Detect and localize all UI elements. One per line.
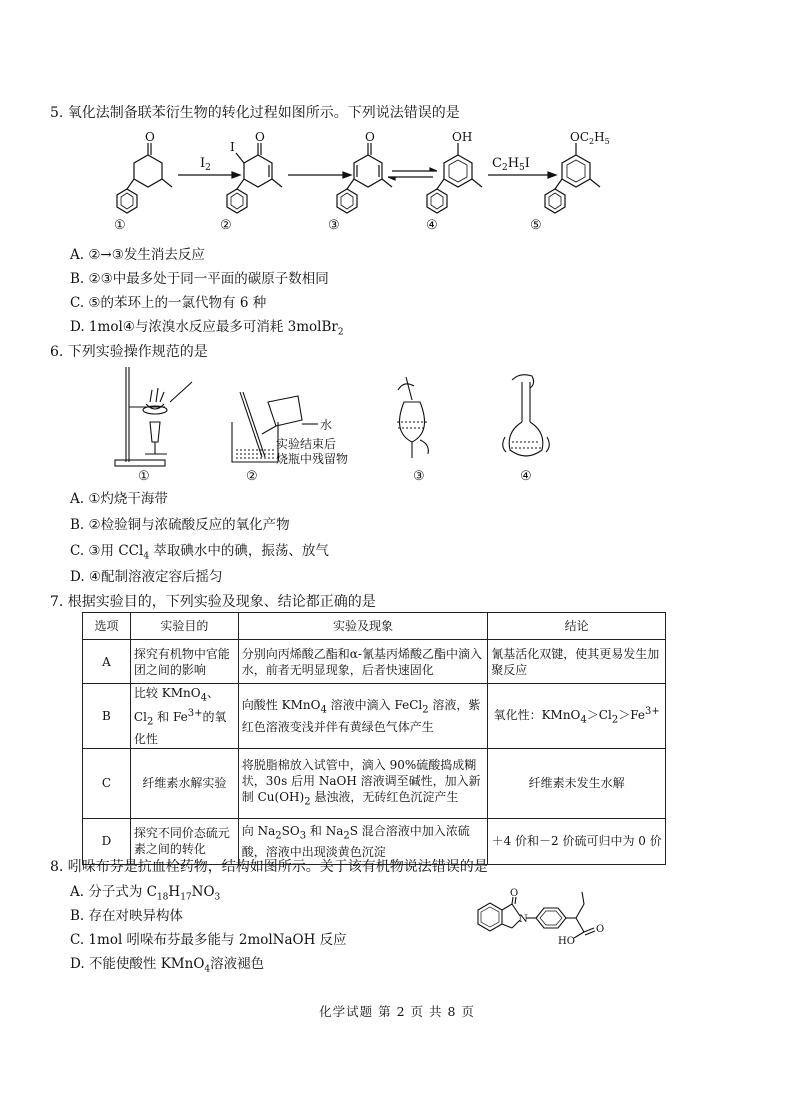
q5-option-d: D. 1mol④与浓溴水反应最多可消耗 3molBr$_2$ bbox=[70, 319, 344, 338]
compound-4-hydroxyl: OH bbox=[452, 130, 473, 144]
row-c-experiment: 将脱脂棉放入试管中，滴入 90%硫酸捣成糊状，30s 后用 NaOH 溶液调至碱性，加入新制 $Cu(OH)_2$ 悬浊液，无砖红色沉淀产生 bbox=[238, 748, 488, 818]
compound-2-oxygen: O bbox=[255, 130, 265, 144]
compound-5-structure bbox=[545, 143, 600, 213]
q5-reaction-scheme bbox=[0, 125, 794, 265]
compound-3-structure bbox=[337, 143, 392, 213]
compound-2-iodine: I bbox=[230, 140, 235, 154]
compound-4-structure bbox=[427, 143, 482, 213]
apparatus-1-crucible bbox=[115, 367, 192, 466]
reagent-iodine: $I_2$ bbox=[200, 156, 211, 173]
row-a-experiment: 分别向丙烯酸乙酯和α-氰基丙烯酸乙酯中滴入水，前者无明显现象，后者快速固化 bbox=[238, 640, 488, 684]
table-row bbox=[83, 684, 666, 749]
compound-label-2: ② bbox=[220, 218, 232, 233]
residue-note-line2: 烧瓶中残留物 bbox=[276, 452, 349, 466]
q5-option-a: A. ②→③发生消去反应 bbox=[70, 247, 205, 263]
compound-label-3: ③ bbox=[328, 218, 340, 233]
residue-note-line1: 实验结束后 bbox=[276, 437, 337, 451]
apparatus-4-volumetric-flask bbox=[503, 375, 550, 456]
question-7-stem: 7. 根据实验目的，下列实验及现象、结论都正确的是 bbox=[50, 594, 376, 610]
page-footer: 化学试题 第 2 页 共 8 页 bbox=[319, 1004, 475, 1019]
compound-1-structure bbox=[117, 143, 172, 213]
table-row bbox=[83, 748, 666, 818]
row-d-conclusion: ＋4 价和－2 价硫可归中为 0 价 bbox=[488, 818, 666, 864]
apparatus-label-2: ② bbox=[246, 469, 258, 484]
header-option: 选项 bbox=[83, 613, 131, 640]
question-5-stem: 5. 氧化法制备联苯衍生物的转化过程如图所示。下列说法错误的是 bbox=[50, 105, 460, 121]
row-b-experiment: 向酸性 KMnO$_4$ 溶液中滴入 FeCl$_2$ 溶液，紫红色溶液变浅并伴有黄绿色气体产生 bbox=[238, 684, 488, 749]
row-a-conclusion: 氰基活化双键，使其更易发生加聚反应 bbox=[488, 640, 666, 684]
compound-label-5: ⑤ bbox=[530, 218, 542, 233]
row-c-conclusion: 纤维素未发生水解 bbox=[488, 748, 666, 818]
apparatus-3-separating-funnel bbox=[397, 377, 428, 458]
q7-table bbox=[82, 612, 666, 865]
water-label: 水 bbox=[320, 418, 333, 432]
q8-option-d: D. 不能使酸性 KMnO$_4$溶液褪色 bbox=[70, 956, 265, 975]
row-c-purpose: 纤维素水解实验 bbox=[130, 748, 238, 818]
reagent-ethyl-iodide: $C_2H_5I$ bbox=[492, 156, 530, 173]
compound-label-1: ① bbox=[114, 218, 126, 233]
q8-option-a: A. 分子式为 $C_{18}H_{17}NO_3$ bbox=[70, 884, 221, 903]
q6-option-d: D. ④配制溶液定容后摇匀 bbox=[70, 569, 223, 585]
header-experiment: 实验及现象 bbox=[238, 613, 488, 640]
acid-oxygen-label: O bbox=[596, 924, 605, 935]
table-row bbox=[83, 640, 666, 684]
hydroxyl-label: HO bbox=[558, 936, 575, 947]
q8-option-c: C. 1mol 吲哚布芬最多能与 2molNaOH 反应 bbox=[70, 932, 347, 948]
q6-option-b: B. ②检验铜与浓硫酸反应的氧化产物 bbox=[70, 517, 290, 533]
compound-2-structure bbox=[227, 143, 282, 213]
table-header-row bbox=[83, 613, 666, 640]
question-8-stem: 8. 吲哚布芬是抗血栓药物，结构如图所示。关于该有机物说法错误的是 bbox=[50, 859, 488, 875]
row-a-purpose: 探究有机物中官能团之间的影响 bbox=[130, 640, 238, 684]
compound-1-oxygen: O bbox=[145, 130, 155, 144]
header-conclusion: 结论 bbox=[488, 613, 666, 640]
q5-option-b: B. ②③中最多处于同一平面的碳原子数相同 bbox=[70, 271, 329, 287]
header-purpose: 实验目的 bbox=[130, 613, 238, 640]
row-c-option: C bbox=[83, 748, 131, 818]
row-b-option: B bbox=[83, 684, 131, 749]
carbonyl-oxygen-label: O bbox=[510, 888, 519, 899]
nitrogen-label: N bbox=[519, 914, 528, 925]
apparatus-label-3: ③ bbox=[413, 469, 425, 484]
q8-option-b: B. 存在对映异构体 bbox=[70, 908, 184, 924]
row-d-option: D bbox=[83, 818, 131, 864]
q5-option-c: C. ⑤的苯环上的一氯代物有 6 种 bbox=[70, 295, 267, 311]
row-b-purpose: 比较 KMnO$_4$、$Cl_2$ 和 $Fe^{3+}$的氧化性 bbox=[130, 684, 238, 749]
q6-apparatus-figure bbox=[0, 362, 794, 487]
row-d-purpose: 探究不同价态硫元素之间的转化 bbox=[130, 818, 238, 864]
q6-option-c: C. ③用 CCl$_4$ 萃取碘水中的碘，振荡、放气 bbox=[70, 543, 329, 562]
indobufen-structure bbox=[466, 888, 626, 968]
compound-5-ethoxy: $OC_2H_5$ bbox=[570, 130, 610, 146]
row-a-option: A bbox=[83, 640, 131, 684]
q6-option-a: A. ①灼烧干海带 bbox=[70, 491, 168, 507]
compound-3-oxygen: O bbox=[365, 130, 375, 144]
row-b-conclusion: 氧化性：$KMnO_4>Cl_2>Fe^{3+}$ bbox=[488, 684, 666, 749]
apparatus-label-4: ④ bbox=[520, 469, 532, 484]
row-d-experiment: 向 $Na_2SO_3$ 和 $Na_2S$ 混合溶液中加入浓硫酸，溶液中出现淡黄色沉淀 bbox=[238, 818, 488, 864]
apparatus-label-1: ① bbox=[138, 469, 150, 484]
compound-label-4: ④ bbox=[426, 218, 438, 233]
question-6-stem: 6. 下列实验操作规范的是 bbox=[50, 344, 208, 360]
